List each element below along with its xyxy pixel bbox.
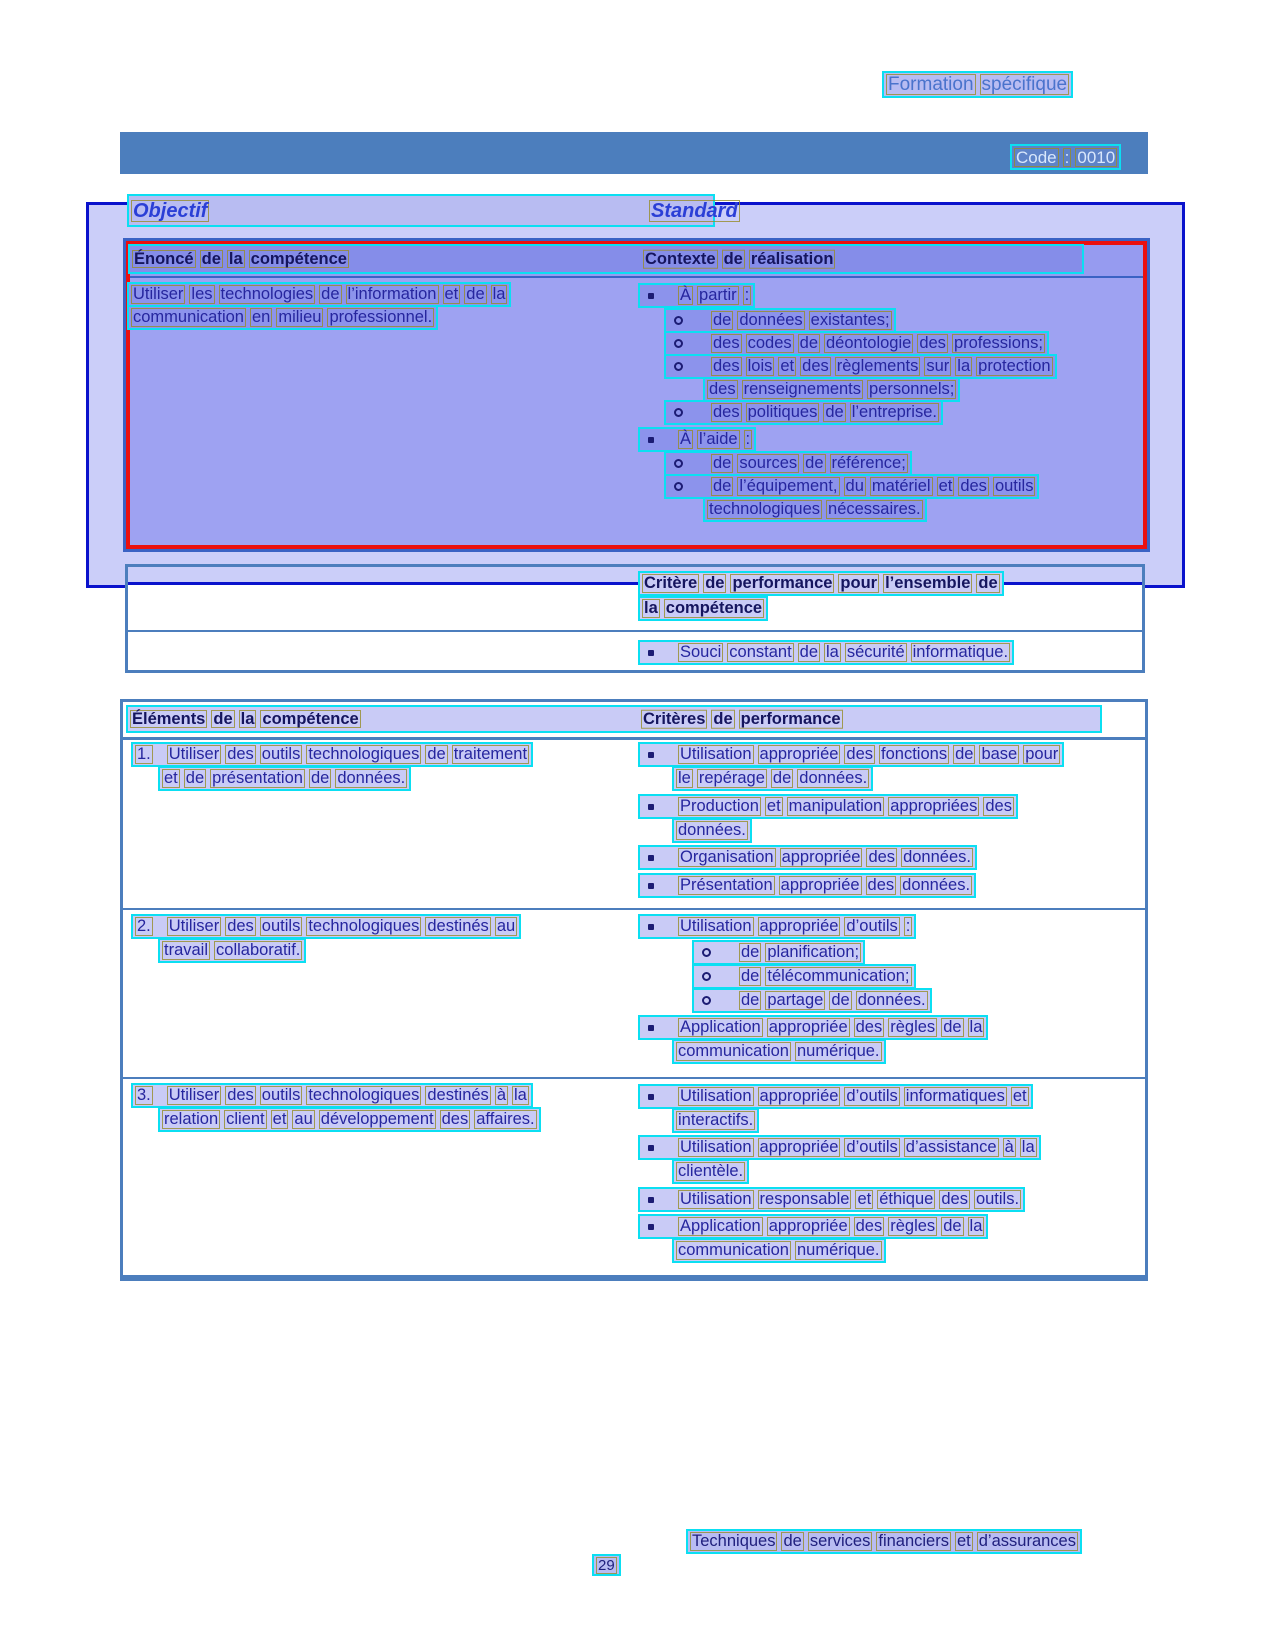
code-badge [1010, 144, 1121, 170]
context-item: des codes de déontologie des professions; [664, 331, 1049, 356]
bullet-circle-icon [702, 948, 711, 957]
criterion-continuation: le repérage de données. [672, 766, 873, 791]
context-item: des politiques de l’entreprise. [664, 400, 943, 425]
criterion-continuation: données. [672, 818, 752, 843]
bullet-dot-icon [648, 1145, 654, 1151]
bullet-circle-icon [674, 482, 683, 491]
criterion-subitem: de télécommunication; [692, 964, 916, 989]
element-line: relation client et au développement des affaires. [158, 1107, 541, 1132]
context-item: de sources de référence; [664, 451, 912, 476]
bullet-dot-icon [648, 437, 654, 443]
criterion-continuation: interactifs. [672, 1108, 759, 1133]
page-number: 29 [592, 1554, 621, 1576]
bullet-circle-icon [674, 339, 683, 348]
context-item: de données existantes; [664, 308, 896, 333]
context-item-continuation: technologiques nécessaires. [703, 497, 927, 522]
criterion-line: Application appropriée des règles de la [638, 1015, 988, 1040]
bullet-circle-icon [702, 972, 711, 981]
criterion-continuation: clientèle. [672, 1159, 749, 1184]
criterion-line: Utilisation responsable et éthique des outils. [638, 1187, 1025, 1212]
criterion-continuation: communication numérique. [672, 1039, 886, 1064]
bullet-dot-icon [648, 883, 654, 889]
critere-ensemble-item: Souci constant de la sécurité informatique. [638, 640, 1014, 665]
bullet-circle-icon [674, 408, 683, 417]
bullet-circle-icon [702, 996, 711, 1005]
criterion-line: Application appropriée des règles de la [638, 1214, 988, 1239]
title-banner-bar [120, 132, 1148, 174]
criterion-line: Utilisation appropriée d’outils informatiques et [638, 1084, 1033, 1109]
element-line: 3. Utiliser des outils technologiques destinés à la [131, 1083, 533, 1108]
program-type-text: Formation spécifique [888, 74, 1068, 95]
context-item: de l’équipement, du matériel et des outils [664, 474, 1039, 499]
bullet-dot-icon [648, 1197, 654, 1203]
bullet-circle-icon [674, 316, 683, 325]
footer-program-label: Techniques de services financiers et d’assurances [686, 1529, 1082, 1554]
criterion-continuation: communication numérique. [672, 1238, 886, 1263]
context-item-continuation: des renseignements personnels; [703, 377, 960, 402]
criterion-line: Utilisation appropriée d’outils d’assistance à la [638, 1135, 1041, 1160]
bullet-circle-icon [674, 459, 683, 468]
criterion-subitem: de partage de données. [692, 988, 932, 1013]
header-separator [123, 737, 1145, 740]
bullet-circle-icon [674, 362, 683, 371]
critere-ensemble-title-line: la compétence [638, 596, 768, 621]
program-type-label [882, 71, 1073, 98]
criterion-line: Organisation appropriée des données. [638, 845, 977, 870]
bullet-dot-icon [648, 293, 654, 299]
row-separator [128, 630, 1142, 632]
bullet-dot-icon [648, 855, 654, 861]
element-line: et de présentation de données. [158, 766, 411, 791]
criterion-line: Présentation appropriée des données. [638, 873, 976, 898]
bullet-dot-icon [648, 804, 654, 810]
context-item: des lois et des règlements sur la protection [664, 354, 1057, 379]
bullet-dot-icon [648, 924, 654, 930]
element-line: 1. Utiliser des outils technologiques de traitement [131, 742, 533, 767]
criterion-subitem: de planification; [692, 940, 865, 965]
enonce-title: Énoncé de la compétence [134, 249, 347, 268]
code-text: Code : 0010 [1016, 147, 1116, 167]
criterion-line: Utilisation appropriée d’outils : [638, 914, 916, 939]
elements-title: Éléments de la compétence [132, 709, 359, 728]
criteres-title: Critères de performance [643, 709, 841, 728]
bullet-dot-icon [648, 752, 654, 758]
elements-header-line [126, 705, 1102, 733]
element-line: travail collaboratif. [158, 938, 306, 963]
row-separator [123, 908, 1145, 910]
bullet-dot-icon [648, 1025, 654, 1031]
element-line: 2. Utiliser des outils technologiques destinés au [131, 914, 521, 939]
standard-heading: Standard [651, 199, 738, 222]
statement-line: communication en milieu professionnel. [127, 305, 438, 330]
bullet-dot-icon [648, 1224, 654, 1230]
objectif-heading: Objectif [133, 199, 208, 222]
row-separator [123, 1077, 1145, 1079]
context-item: À partir : [638, 283, 755, 308]
critere-ensemble-title-line: Critère de performance pour l’ensemble de [638, 571, 1004, 596]
statement-line: Utiliser les technologies de l’information et de la [127, 282, 511, 307]
contexte-title: Contexte de réalisation [645, 249, 834, 268]
bullet-dot-icon [648, 650, 654, 656]
section-heading-line [127, 194, 738, 227]
bullet-dot-icon [648, 1094, 654, 1100]
criterion-line: Production et manipulation appropriées des [638, 794, 1018, 819]
context-item: À l’aide : [638, 427, 756, 452]
criterion-line: Utilisation appropriée des fonctions de base pour [638, 742, 1064, 767]
enonce-header-line [128, 244, 1084, 274]
